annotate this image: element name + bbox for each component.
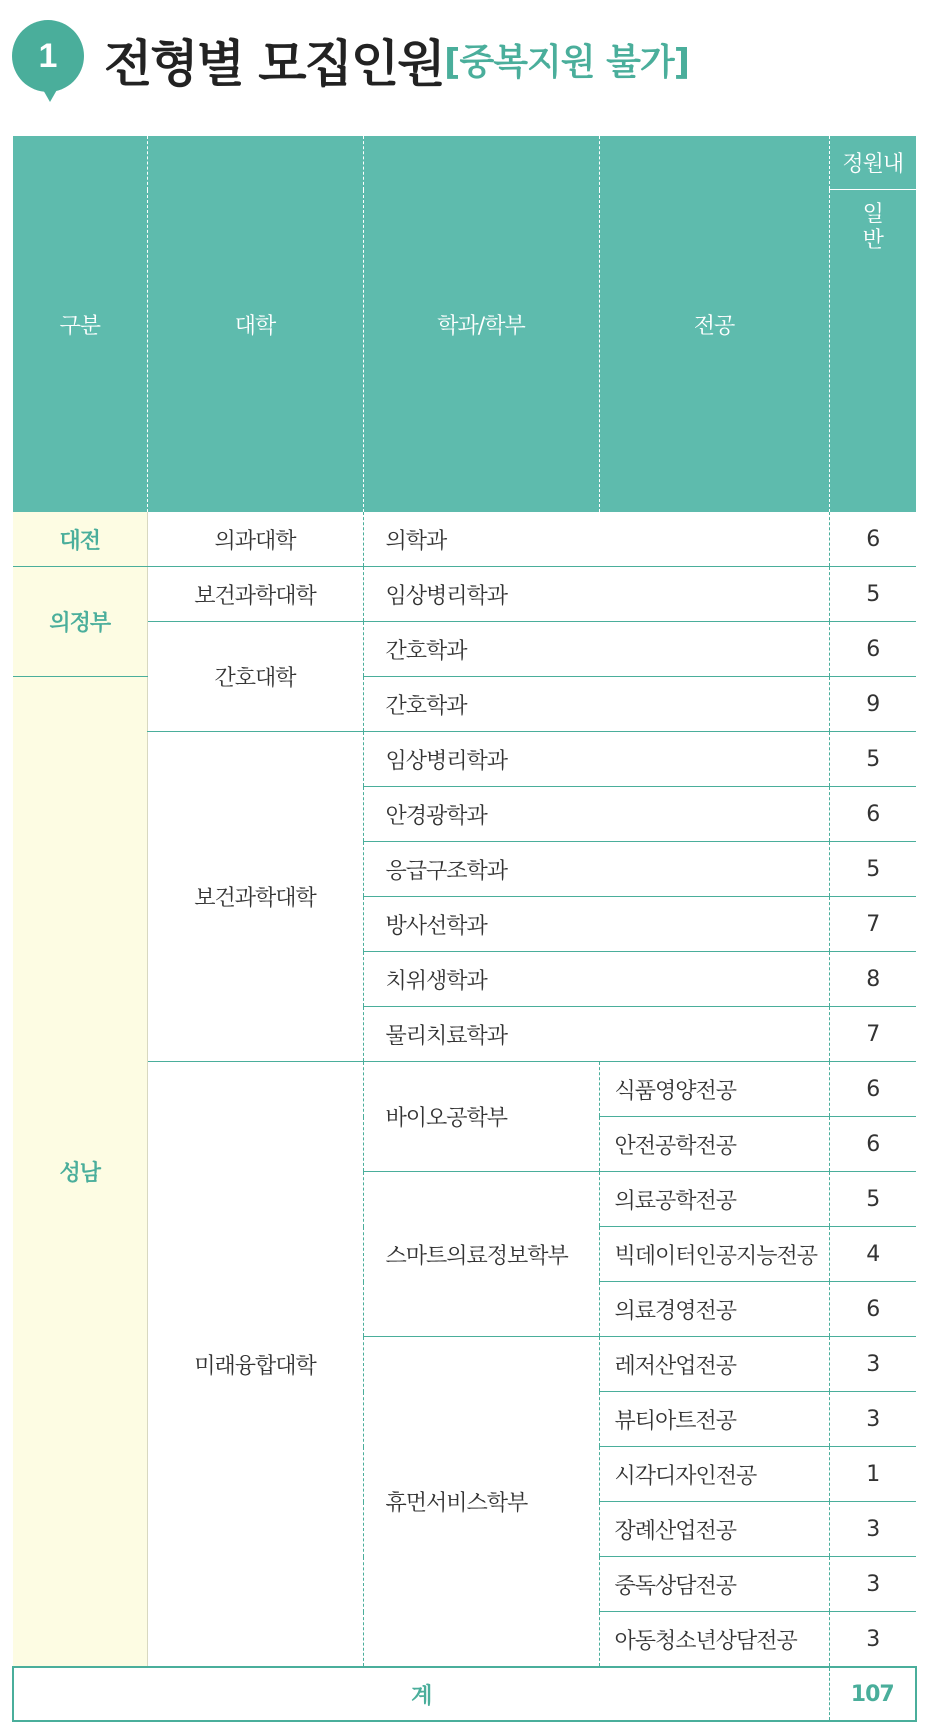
college-cell: 보건과학대학 xyxy=(147,567,363,622)
department-cell: 간호학과 xyxy=(363,622,829,677)
college-cell: 보건과학대학 xyxy=(147,732,363,1062)
department-cell: 의학과 xyxy=(363,512,829,567)
major-cell: 중독상담전공 xyxy=(599,1557,829,1612)
major-cell: 레저산업전공 xyxy=(599,1337,829,1392)
header-major: 전공 xyxy=(599,136,829,512)
count-cell: 6 xyxy=(829,1117,916,1172)
count-cell: 3 xyxy=(829,1392,916,1447)
header-quota-group: 정원내 xyxy=(829,136,916,190)
table-row xyxy=(13,567,916,622)
total-count: 107 xyxy=(829,1667,916,1721)
major-cell: 식품영양전공 xyxy=(599,1062,829,1117)
region-cell: 대전 xyxy=(13,512,147,567)
table-row xyxy=(13,1062,916,1117)
department-cell: 스마트의료정보학부 xyxy=(363,1172,599,1337)
count-cell: 3 xyxy=(829,1557,916,1612)
count-cell: 4 xyxy=(829,1227,916,1282)
department-cell: 물리치료학과 xyxy=(363,1007,829,1062)
admission-quota-table xyxy=(12,136,917,1722)
major-cell: 장례산업전공 xyxy=(599,1502,829,1557)
department-cell: 안경광학과 xyxy=(363,787,829,842)
section-number-badge: 1 xyxy=(12,20,84,92)
total-row xyxy=(13,1667,916,1721)
count-cell: 5 xyxy=(829,567,916,622)
college-cell: 의과대학 xyxy=(147,512,363,567)
count-cell: 3 xyxy=(829,1502,916,1557)
count-cell: 5 xyxy=(829,1172,916,1227)
count-cell: 3 xyxy=(829,1337,916,1392)
department-cell: 방사선학과 xyxy=(363,897,829,952)
major-cell: 뷰티아트전공 xyxy=(599,1392,829,1447)
page-subtitle: [중복지원 불가] xyxy=(444,42,690,83)
page-title: 전형별 모집인원 xyxy=(104,35,444,93)
region-cell: 의정부 xyxy=(13,567,147,677)
major-cell: 의료공학전공 xyxy=(599,1172,829,1227)
count-cell: 6 xyxy=(829,622,916,677)
count-cell: 3 xyxy=(829,1612,916,1668)
section-title xyxy=(12,20,912,100)
department-cell: 응급구조학과 xyxy=(363,842,829,897)
region-cell: 성남 xyxy=(13,677,147,1668)
major-cell: 시각디자인전공 xyxy=(599,1447,829,1502)
department-cell: 치위생학과 xyxy=(363,952,829,1007)
count-cell: 6 xyxy=(829,1282,916,1337)
table-row xyxy=(13,732,916,787)
count-cell: 6 xyxy=(829,512,916,567)
department-cell: 임상병리학과 xyxy=(363,732,829,787)
department-cell: 바이오공학부 xyxy=(363,1062,599,1172)
college-cell: 미래융합대학 xyxy=(147,1062,363,1668)
department-cell: 간호학과 xyxy=(363,677,829,732)
header-department: 학과/학부 xyxy=(363,136,599,512)
total-label: 계 xyxy=(13,1667,829,1721)
college-cell: 간호대학 xyxy=(147,622,363,732)
table-row xyxy=(13,512,916,567)
major-cell: 의료경영전공 xyxy=(599,1282,829,1337)
major-cell: 안전공학전공 xyxy=(599,1117,829,1172)
header-category: 구분 xyxy=(13,136,147,512)
header-college: 대학 xyxy=(147,136,363,512)
major-cell: 빅데이터인공지능전공 xyxy=(599,1227,829,1282)
count-cell: 1 xyxy=(829,1447,916,1502)
department-cell: 임상병리학과 xyxy=(363,567,829,622)
count-cell: 7 xyxy=(829,897,916,952)
count-cell: 6 xyxy=(829,1062,916,1117)
major-cell: 아동청소년상담전공 xyxy=(599,1612,829,1668)
table-row xyxy=(13,622,916,677)
count-cell: 5 xyxy=(829,842,916,897)
department-cell: 휴먼서비스학부 xyxy=(363,1337,599,1668)
header-general: 일반 xyxy=(829,190,916,513)
count-cell: 9 xyxy=(829,677,916,732)
count-cell: 6 xyxy=(829,787,916,842)
count-cell: 7 xyxy=(829,1007,916,1062)
count-cell: 8 xyxy=(829,952,916,1007)
count-cell: 5 xyxy=(829,732,916,787)
